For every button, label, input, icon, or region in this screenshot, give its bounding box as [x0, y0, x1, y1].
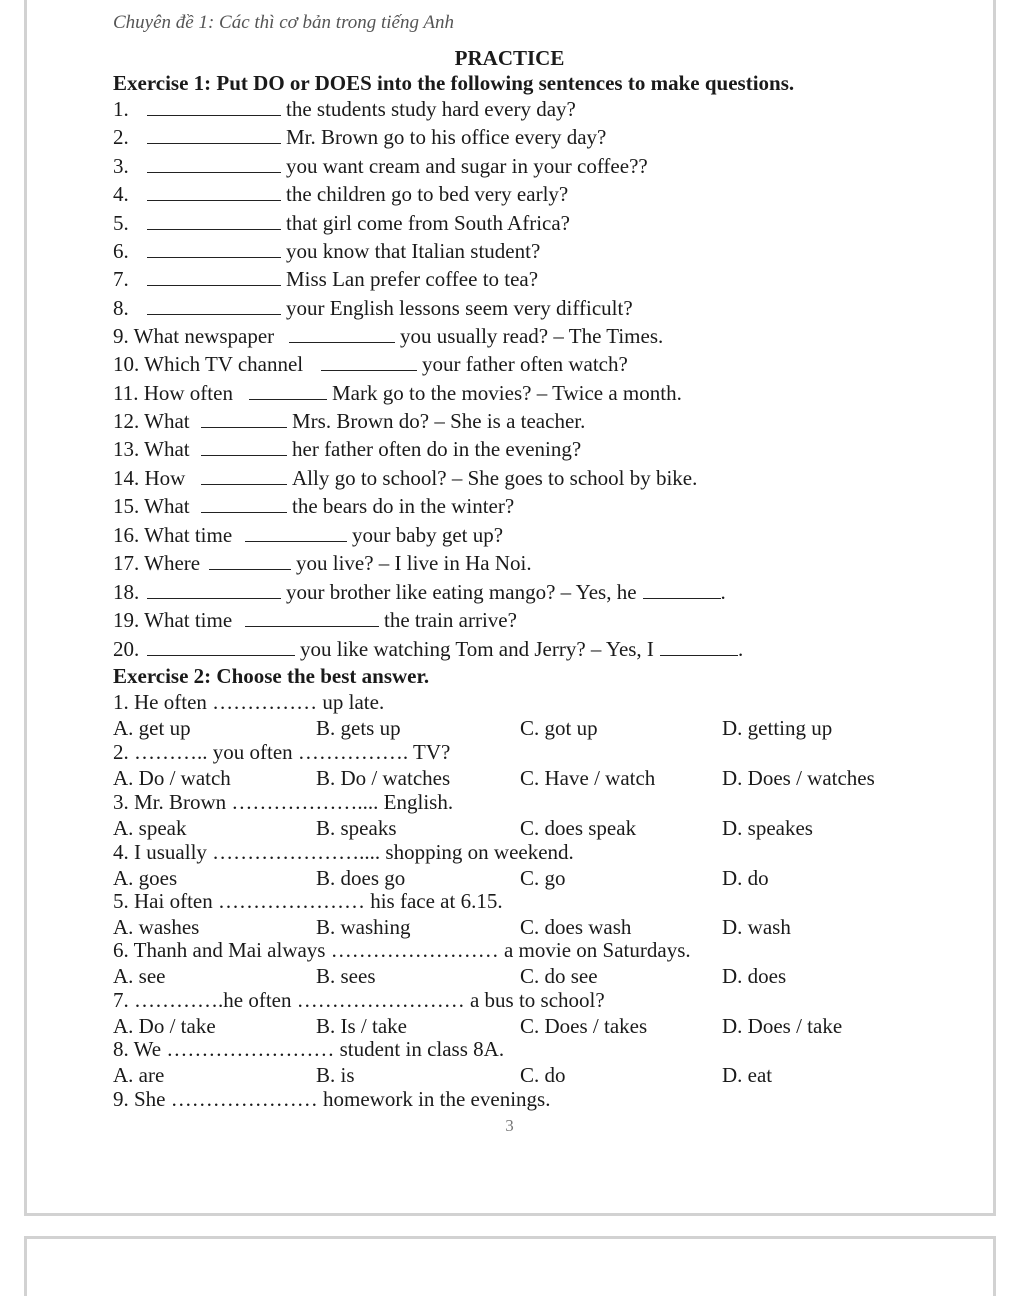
- answer-option-d[interactable]: D. getting up: [722, 716, 833, 740]
- item-number: 8.: [113, 296, 129, 320]
- item-text: you want cream and sugar in your coffee??: [286, 154, 648, 178]
- answer-option-d[interactable]: D. eat: [722, 1063, 773, 1087]
- item-text: her father often do in the evening?: [292, 437, 582, 461]
- item-number: 9. What newspaper: [113, 324, 275, 348]
- answer-blank[interactable]: [147, 580, 281, 599]
- item-text: your brother like eating mango? – Yes, he: [286, 580, 637, 604]
- item-number: 2.: [113, 125, 129, 149]
- item-text: you live? – I live in Ha Noi.: [296, 551, 532, 575]
- exercise1-item: [113, 409, 585, 434]
- answer-option-b[interactable]: B. speaks: [316, 816, 397, 840]
- item-text: Mrs. Brown do? – She is a teacher.: [292, 409, 586, 433]
- answer-blank[interactable]: [201, 466, 287, 485]
- item-number: 10. Which TV channel: [113, 352, 304, 376]
- exercise1-item: [113, 324, 663, 349]
- item-number: 19. What time: [113, 608, 233, 632]
- answer-option-d[interactable]: D. does: [722, 964, 787, 988]
- answer-option-a[interactable]: A. washes: [113, 915, 200, 939]
- item-text: you know that Italian student?: [286, 239, 541, 263]
- item-number: 18.: [113, 580, 140, 604]
- exercise2-question: 8. We …………………… student in class 8A.: [113, 1037, 505, 1061]
- answer-blank[interactable]: [245, 523, 347, 542]
- item-text: Miss Lan prefer coffee to tea?: [286, 267, 539, 291]
- exercise2-question: 4. I usually ………………….... shopping on weekend.: [113, 840, 574, 864]
- exercise1-item: [113, 523, 503, 548]
- answer-option-c[interactable]: C. Have / watch: [520, 766, 656, 790]
- answer-blank[interactable]: [147, 182, 281, 201]
- exercise2-question: 6. Thanh and Mai always …………………… a movie on Saturdays.: [113, 938, 691, 962]
- exercise1-item: [113, 296, 633, 321]
- answer-blank[interactable]: [147, 125, 281, 144]
- item-number: 1.: [113, 97, 129, 121]
- answer-option-d[interactable]: D. wash: [722, 915, 791, 939]
- answer-blank[interactable]: [249, 381, 327, 400]
- answer-blank[interactable]: [201, 494, 287, 513]
- exercise2-question: 3. Mr. Brown ……………….... English.: [113, 790, 454, 814]
- answer-option-a[interactable]: A. Do / watch: [113, 766, 231, 790]
- answer-blank[interactable]: [147, 637, 295, 656]
- item-text: the students study hard every day?: [286, 97, 576, 121]
- answer-option-c[interactable]: C. Does / takes: [520, 1014, 648, 1038]
- item-number: 13. What: [113, 437, 190, 461]
- answer-blank[interactable]: [147, 154, 281, 173]
- exercise1-item: [113, 352, 628, 377]
- answer-blank[interactable]: [201, 437, 287, 456]
- answer-blank[interactable]: [643, 580, 721, 599]
- item-text: the bears do in the winter?: [292, 494, 515, 518]
- item-end: .: [720, 580, 726, 604]
- item-number: 15. What: [113, 494, 190, 518]
- answer-option-d[interactable]: D. Does / watches: [722, 766, 875, 790]
- item-text: Mr. Brown go to his office every day?: [286, 125, 607, 149]
- item-text: you usually read? – The Times.: [400, 324, 664, 348]
- exercise1-item: [113, 580, 726, 605]
- item-text: that girl come from South Africa?: [286, 211, 571, 235]
- item-number: 5.: [113, 211, 129, 235]
- answer-option-d[interactable]: D. Does / take: [722, 1014, 843, 1038]
- item-number: 4.: [113, 182, 129, 206]
- answer-blank[interactable]: [660, 637, 738, 656]
- exercise2-question: 1. He often …………… up late.: [113, 690, 385, 714]
- answer-option-b[interactable]: B. does go: [316, 866, 406, 890]
- answer-option-b[interactable]: B. washing: [316, 915, 411, 939]
- answer-option-a[interactable]: A. see: [113, 964, 166, 988]
- exercise1-item: [113, 239, 540, 264]
- answer-blank[interactable]: [289, 324, 395, 343]
- answer-option-d[interactable]: D. speakes: [722, 816, 813, 840]
- exercise1-item: [113, 608, 517, 633]
- answer-blank[interactable]: [147, 97, 281, 116]
- answer-option-d[interactable]: D. do: [722, 866, 769, 890]
- item-number: 11. How often: [113, 381, 233, 405]
- item-number: 20.: [113, 637, 140, 661]
- answer-option-b[interactable]: B. Do / watches: [316, 766, 451, 790]
- exercise2-title: Exercise 2: Choose the best answer.: [113, 664, 430, 688]
- item-text: your father often watch?: [422, 352, 628, 376]
- item-text: Ally go to school? – She goes to school by bike.: [292, 466, 698, 490]
- exercise1-item: [113, 466, 697, 491]
- item-number: 3.: [113, 154, 129, 178]
- answer-option-a[interactable]: A. get up: [113, 716, 191, 740]
- item-number: 17. Where: [113, 551, 201, 575]
- answer-option-c[interactable]: C. do: [520, 1063, 566, 1087]
- exercise1-title: Exercise 1: Put DO or DOES into the following sentences to make questions.: [113, 71, 795, 95]
- exercise2-question: 7. ………….he often …………………… a bus to school?: [113, 988, 605, 1012]
- answer-option-a[interactable]: A. speak: [113, 816, 187, 840]
- answer-blank[interactable]: [147, 211, 281, 230]
- exercise1-item: [113, 267, 538, 292]
- answer-option-c[interactable]: C. does wash: [520, 915, 632, 939]
- item-text: you like watching Tom and Jerry? – Yes, I: [300, 637, 654, 661]
- answer-blank[interactable]: [245, 608, 379, 627]
- answer-option-a[interactable]: A. Do / take: [113, 1014, 216, 1038]
- answer-blank[interactable]: [147, 239, 281, 258]
- item-text: Mark go to the movies? – Twice a month.: [332, 381, 682, 405]
- answer-blank[interactable]: [201, 409, 287, 428]
- item-text: your English lessons seem very difficult?: [286, 296, 633, 320]
- item-text: your baby get up?: [352, 523, 504, 547]
- exercise2-question: 5. Hai often ………………… his face at 6.15.: [113, 889, 503, 913]
- item-number: 7.: [113, 267, 129, 291]
- item-number: 14. How: [113, 466, 186, 490]
- exercise1-item: [113, 637, 743, 662]
- page-title: PRACTICE: [454, 46, 565, 70]
- page-number: 3: [505, 1116, 514, 1135]
- exercise1-item: [113, 381, 682, 406]
- exercise2-question: 2. ……….. you often ……………. TV?: [113, 740, 451, 764]
- exercise1-item: [113, 437, 581, 462]
- exercise1-item: [113, 211, 570, 236]
- answer-option-c[interactable]: C. got up: [520, 716, 598, 740]
- answer-option-b[interactable]: B. gets up: [316, 716, 401, 740]
- answer-blank[interactable]: [147, 296, 281, 315]
- answer-option-b[interactable]: B. Is / take: [316, 1014, 407, 1038]
- answer-option-a[interactable]: A. are: [113, 1063, 165, 1087]
- answer-blank[interactable]: [147, 267, 281, 286]
- exercise2-question: 9. She ………………… homework in the evenings.: [113, 1087, 551, 1111]
- next-document-page: [24, 1236, 996, 1296]
- answer-option-c[interactable]: C. do see: [520, 964, 598, 988]
- item-number: 12. What: [113, 409, 190, 433]
- answer-blank[interactable]: [321, 352, 417, 371]
- exercise1-item: [113, 154, 648, 179]
- exercise1-item: [113, 494, 514, 519]
- exercise1-item: [113, 125, 606, 150]
- answer-blank[interactable]: [209, 551, 291, 570]
- answer-option-a[interactable]: A. goes: [113, 866, 178, 890]
- item-text: the children go to bed very early?: [286, 182, 569, 206]
- page-header: Chuyên đề 1: Các thì cơ bản trong tiếng Anh: [113, 12, 455, 33]
- answer-option-b[interactable]: B. is: [316, 1063, 355, 1087]
- answer-option-c[interactable]: C. go: [520, 866, 566, 890]
- answer-option-b[interactable]: B. sees: [316, 964, 376, 988]
- exercise1-item: [113, 182, 568, 207]
- item-number: 16. What time: [113, 523, 233, 547]
- item-end: .: [737, 637, 744, 661]
- exercise1-item: [113, 551, 532, 576]
- item-text: the train arrive?: [384, 608, 517, 632]
- answer-option-c[interactable]: C. does speak: [520, 816, 637, 840]
- item-number: 6.: [113, 239, 129, 263]
- exercise1-item: [113, 97, 576, 122]
